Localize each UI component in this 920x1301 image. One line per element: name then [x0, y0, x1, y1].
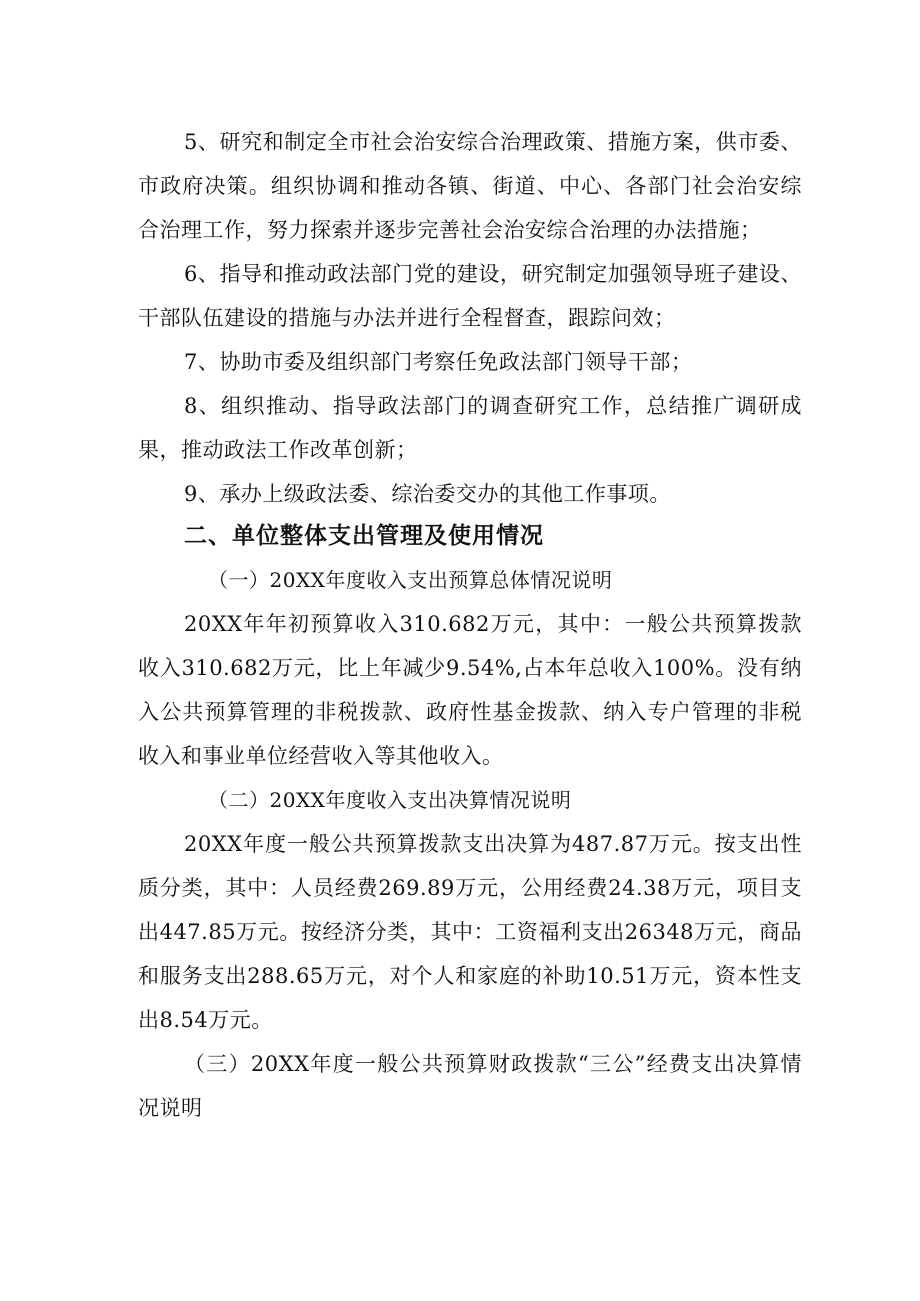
paragraph-item-9: 9、承办上级政法委、综治委交办的其他工作事项。 — [184, 482, 671, 506]
subsection-title-2: （二）20XX年度收入支出决算情况说明 — [208, 788, 572, 812]
subsection-title-3: （三）20XX年度一般公共预算财政拨款“三公”经费支出决算情况说明 — [138, 1052, 802, 1120]
section-heading: 二、单位整体支出管理及使用情况 — [184, 523, 544, 549]
paragraph-item-5: 5、研究和制定全市社会治安综合治理政策、措施方案，供市委、市政府决策。组织协调和推动各镇、街道、中心、各部门社会治安综合治理工作，努力探索并逐步完善社会治安综合治理的办法措施； — [138, 130, 802, 242]
subsection-title-1: （一）20XX年度收入支出预算总体情况说明 — [208, 568, 613, 592]
paragraph-item-6: 6、指导和推动政法部门党的建设，研究制定加强领导班子建设、干部队伍建设的措施与办法并进行全程督查，跟踪问效； — [138, 262, 802, 330]
paragraph-item-7: 7、协助市委及组织部门考察任免政法部门领导干部； — [184, 350, 693, 374]
subsection-body-2: 20XX年度一般公共预算拨款支出决算为487.87万元。按支出性质分类，其中：人员经费269.89万元，公用经费24.38万元，项目支出447.85万元。按经济分类，其中：工资福利支出26348万元，商品和服务支出288.65万元，对个人和家庭的补助10.51万元，资本性支出8.54万元。 — [138, 832, 802, 1032]
paragraph-item-8: 8、组织推动、指导政法部门的调查研究工作，总结推广调研成果，推动政法工作改革创新； — [138, 394, 802, 462]
subsection-body-1: 20XX年年初预算收入310.682万元，其中：一般公共预算拨款收入310.682万元，比上年减少9.54%,占本年总收入100%。没有纳入公共预算管理的非税拨款、政府性基金拨款、纳入专户管理的非税收入和事业单位经营收入等其他收入。 — [138, 612, 802, 768]
